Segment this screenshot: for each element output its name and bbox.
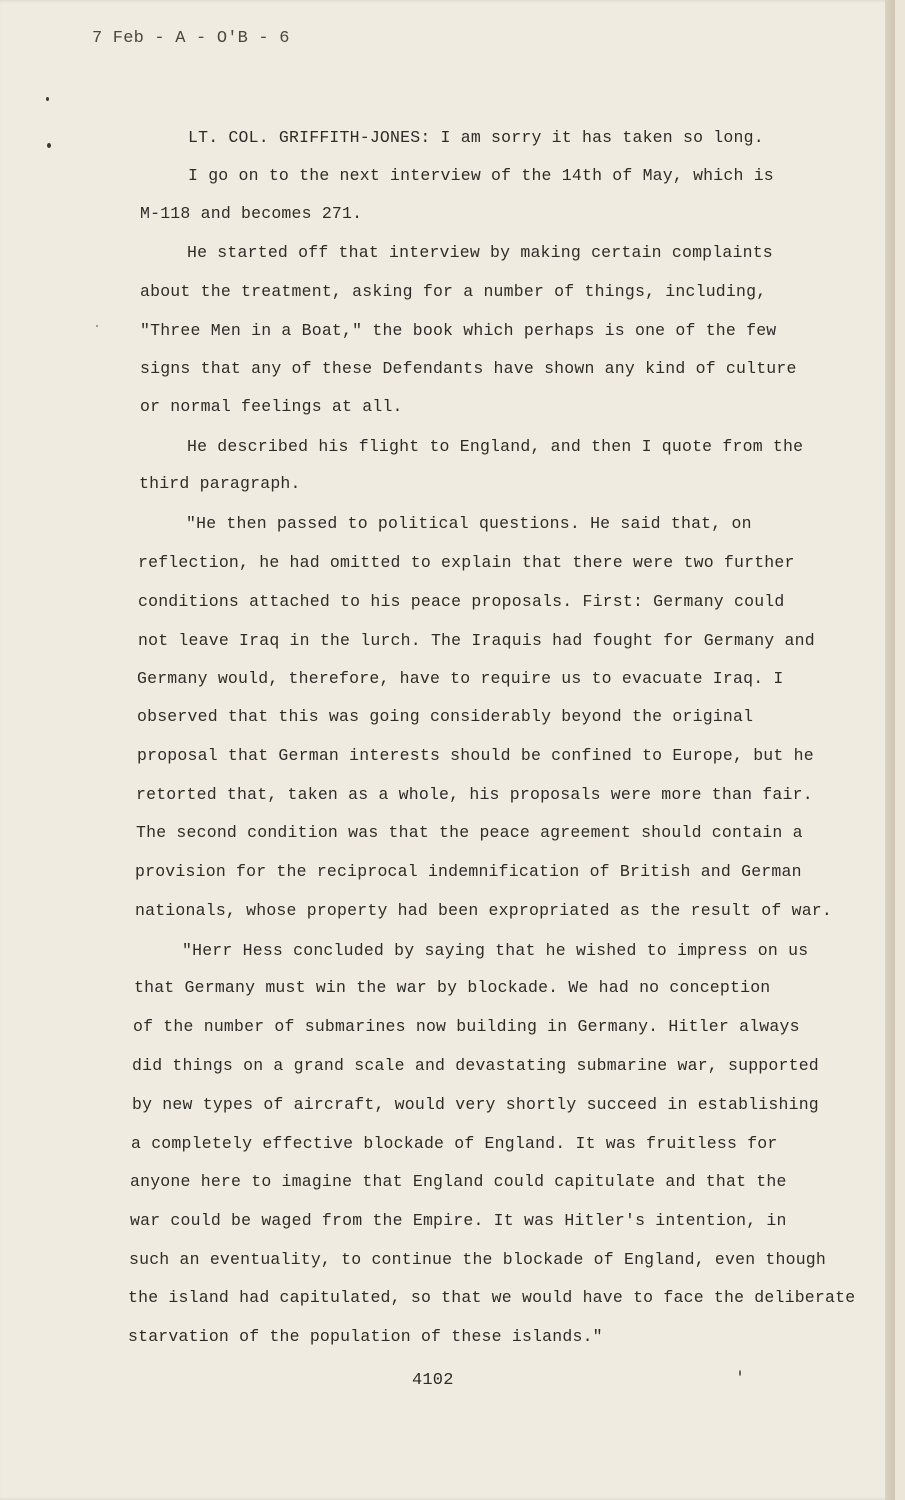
text-line: "Herr Hess concluded by saying that he wished to impress on us: [182, 941, 809, 960]
text-line: proposal that German interests should be confined to Europe, but he: [137, 746, 814, 765]
text-line: He described his flight to England, and then I quote from the: [187, 437, 804, 456]
text-line: conditions attached to his peace proposals. First: Germany could: [138, 592, 785, 611]
text-line: that Germany must win the war by blockade. We had no conception: [134, 978, 771, 997]
text-line: reflection, he had omitted to explain that there were two further: [138, 553, 795, 572]
ink-speck: [739, 1370, 741, 1376]
text-line: did things on a grand scale and devastating submarine war, supported: [132, 1056, 819, 1075]
text-line: about the treatment, asking for a number of things, including,: [140, 282, 767, 301]
ink-speck: [46, 97, 49, 101]
text-line: anyone here to imagine that England could capitulate and that the: [130, 1172, 787, 1191]
text-line: nationals, whose property had been expropriated as the result of war.: [135, 901, 833, 920]
text-line: He started off that interview by making certain complaints: [187, 243, 773, 262]
text-line: The second condition was that the peace agreement should contain a: [136, 823, 803, 842]
text-line: provision for the reciprocal indemnification of British and German: [135, 862, 802, 881]
text-line: by new types of aircraft, would very shortly succeed in establishing: [132, 1095, 819, 1114]
text-line: M-118 and becomes 271.: [140, 204, 363, 223]
text-line: of the number of submarines now building in Germany. Hitler always: [133, 1017, 800, 1036]
text-line: observed that this was going considerably beyond the original: [137, 707, 754, 726]
text-line: "Three Men in a Boat," the book which perhaps is one of the few: [140, 321, 777, 340]
text-line: I go on to the next interview of the 14th of May, which is: [188, 166, 774, 185]
text-line: or normal feelings at all.: [140, 397, 403, 416]
text-line: retorted that, taken as a whole, his proposals were more than fair.: [136, 785, 813, 804]
text-line: war could be waged from the Empire. It was Hitler's intention, in: [130, 1211, 787, 1230]
text-line: such an eventuality, to continue the blockade of England, even though: [129, 1250, 827, 1269]
text-line: signs that any of these Defendants have shown any kind of culture: [140, 359, 797, 378]
text-line: not leave Iraq in the lurch. The Iraquis had fought for Germany and: [138, 631, 815, 650]
text-line: starvation of the population of these islands.": [128, 1327, 603, 1346]
text-line: third paragraph.: [139, 474, 301, 493]
page-number: 4102: [412, 1371, 454, 1390]
page-edge: [885, 0, 895, 1500]
text-line: a completely effective blockade of England. It was fruitless for: [131, 1134, 778, 1153]
ink-speck: [47, 143, 51, 148]
text-line: "He then passed to political questions. He said that, on: [186, 514, 752, 533]
text-line: the island had capitulated, so that we would have to face the deliberate: [128, 1288, 856, 1307]
text-line: LT. COL. GRIFFITH-JONES: I am sorry it has taken so long.: [188, 128, 764, 147]
document-reference: 7 Feb - A - O'B - 6: [92, 29, 290, 48]
ink-speck: [96, 325, 98, 327]
text-line: Germany would, therefore, have to require us to evacuate Iraq. I: [137, 669, 784, 688]
